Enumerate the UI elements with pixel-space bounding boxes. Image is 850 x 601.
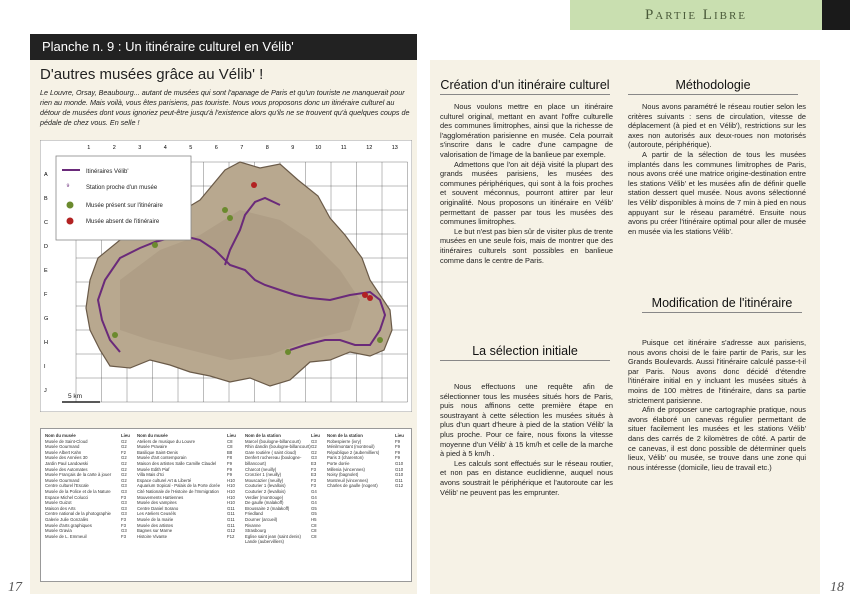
legend-station-icon: ⁹ bbox=[66, 182, 70, 191]
map-row-label: I bbox=[44, 364, 46, 370]
table-cell: H5 bbox=[311, 516, 317, 522]
table-cell: G3 bbox=[121, 505, 127, 511]
table-cell: Millenia (vincennes) bbox=[327, 466, 365, 472]
table-cell: Robespierre (ivry) bbox=[327, 438, 362, 444]
museum-present-marker bbox=[285, 349, 291, 355]
table-cell: Musée Gravia bbox=[45, 528, 72, 534]
table-cell: Maison des Arts bbox=[45, 505, 76, 511]
paragraph: Admettons que l'on ait déjà visité la plupart des grands musées parisiens, les musées des communes périphériques, qui sont à la fois proches et souvent méconnus, pourront attirer par leur originalité. Nous proposons un itinéraire en Vélib' permettant de passer par tous les musées des communes limitrophes. bbox=[440, 159, 613, 227]
table-cell: Musée d'arts graphiques bbox=[45, 522, 92, 528]
table-cell: H10 bbox=[227, 477, 235, 483]
table-cell: Musée des artistes bbox=[137, 522, 174, 528]
table-cell: Marcel (boulogne-billancourt) bbox=[245, 438, 301, 444]
table-cell: Musée de L. Emmeuil bbox=[45, 533, 87, 539]
table-cell: Dourner (arcueil) bbox=[245, 516, 278, 522]
table-col-station-1: Nom de la station Marcel (boulogne-billancourt) Rhin dandin (boulogne-billancourt) Gare routière ( saint cloud) Denfert rochereau (boulogne-billancourt) Charcot (neuilly) Cronzier 1 (neuilly) Mouscazier (neuilly) Couturier 1 (levallois) Couturier 2 (levallois) Verdier (montrouge) De gaulle (malakoff) Broussaire 2 (malakoff) Friedland Dourner (arcueil) Rivanne Strasbourg Eglise saint jean (saint denis) Lande (aubervilliers) bbox=[245, 433, 315, 545]
modification-body bbox=[628, 338, 806, 472]
table-cell: Rhin dandin (boulogne-billancourt) bbox=[245, 444, 311, 450]
table-cell: G11 bbox=[227, 516, 235, 522]
map-col-label: 13 bbox=[391, 145, 398, 151]
table-cell: C8 bbox=[227, 444, 233, 450]
table-cell: F9 bbox=[227, 460, 233, 466]
legend-museum-present-label: Musée présent sur l'itinéraire bbox=[86, 203, 163, 209]
table-cell: Aquarium tropical - Palais de la Porte dorée bbox=[137, 483, 221, 489]
table-cell: G2 bbox=[121, 477, 127, 483]
paragraph: Afin de proposer une cartographie pratique, nous avons élaboré un canevas régulier permettant de situer facilement les musées et les stations Vélib' dans des carrés de 2 kilomètres de côté. A partir de ce canevas, il est donc possible de déterminer quels lieux, Vélib' ou musée, se trouve dans une zone qui nous intéresse (domicile, lieu de travail etc.) bbox=[628, 405, 806, 472]
table-cell: Cité Nationale de l'Histoire de l'Immigration bbox=[137, 488, 219, 494]
museum-station-table bbox=[40, 428, 412, 582]
map-col-label: 8 bbox=[265, 145, 269, 151]
table-cell: Musée d'art contemporain bbox=[137, 455, 187, 461]
table-cell: Basilique Saint-Denis bbox=[137, 449, 178, 455]
table-cell: G12 bbox=[227, 528, 236, 534]
modification-title: Modification de l'itinéraire bbox=[642, 296, 802, 313]
museum-absent-marker bbox=[367, 295, 373, 301]
table-cell: Centre national de la photographie bbox=[45, 511, 111, 517]
map-col-label: 5 bbox=[189, 145, 193, 151]
table-cell: G4 bbox=[311, 500, 317, 506]
table-cell: Espace Michel Colucci bbox=[45, 494, 89, 500]
table-cell: G4 bbox=[311, 494, 317, 500]
table-cell: République 2 (aubervilliers) bbox=[327, 449, 380, 455]
paragraph: Nous effectuons une requête afin de sélectionner tous les musées situés hors de Paris, puis nous affinons cette première étape en soustrayant à cette sélection les musées situés à plus d'un quart d'heure à pied de la station Vélib' la plus proche. Pour ce faire, nous fixons la vitesse moyenne d'un Vélib' à 15 km/h et celle de la marche à pied à 5 km/h . bbox=[440, 382, 613, 459]
table-cell: G3 bbox=[121, 483, 127, 489]
table-cell: Musée Albert Kahn bbox=[45, 449, 82, 455]
table-cell: Histoire Vivante bbox=[137, 533, 168, 539]
museum-present-marker bbox=[222, 207, 228, 213]
table-cell: Charcot (neuilly) bbox=[245, 466, 277, 472]
table-cell: Musée Gourmand bbox=[45, 444, 80, 450]
page-number-right: 18 bbox=[830, 580, 844, 595]
map-col-label: 9 bbox=[291, 145, 295, 151]
table-cell: G2 bbox=[311, 444, 317, 450]
map-col-label: 4 bbox=[163, 145, 167, 151]
table-cell: C8 bbox=[311, 528, 317, 534]
paragraph: Le but n'est pas bien sûr de visiter plus de trente musées en une seule fois, mais de montrer que des itinéraires culturels sont possibles en banlieue comme dans le centre de Paris. bbox=[440, 226, 613, 265]
table-cell: F3 bbox=[121, 494, 127, 500]
map-row-label: H bbox=[44, 340, 48, 346]
table-cell: F9 bbox=[227, 466, 233, 472]
table-cell: Villa Mais d'Ici bbox=[137, 472, 165, 478]
section-label: Partie Libre bbox=[570, 0, 822, 30]
table-cell: Musée de la Police et de la Nature bbox=[45, 488, 111, 494]
page-number-left: 17 bbox=[8, 580, 22, 595]
table-cell: Musée des Automates bbox=[45, 466, 88, 472]
museum-present-marker bbox=[377, 337, 383, 343]
museum-present-marker bbox=[227, 215, 233, 221]
table-cell: Musée de la mairie bbox=[137, 516, 174, 522]
table-cell: Noisy (bagnolet) bbox=[327, 472, 359, 478]
paragraph: Nous voulons mettre en place un itinéraire culturel original, mettant en avant l'offre culturelle des communes limitrophes, ainsi que la richesse de l'agglomération parisienne en musée. Cela pourrait s'inscrire dans le cadre d'une campagne de valorisation de l'image de la banlieue par exemple. bbox=[440, 102, 613, 159]
table-cell: Ménilmontant (montreuil) bbox=[327, 444, 375, 450]
map-col-label: 7 bbox=[240, 145, 244, 151]
table-cell: F9 bbox=[395, 455, 401, 461]
table-col-museum-1: Nom du musée Musée de Saint-Cloud Musée Gourmand Musée Albert Kahn Musée des Années 30 Jardin Paul Landowski Musée des Automates Musée Français de la carte à jouer Musée Gourmand Centre culturel l'Escale Musée de la Police et de la Nature Espace Michel Colucci Musée Guizot Maison des Arts Centre national de la photographie Galerie Julie Gonzalès Musée d'arts graphiques Musée Gravia Musée de L. Emmeuil bbox=[45, 433, 123, 539]
methodologie-title: Méthodologie bbox=[628, 78, 798, 95]
table-cell: De gaulle (malakoff) bbox=[245, 500, 284, 506]
map-col-label: 1 bbox=[87, 145, 91, 151]
table-cell: Les Ateliers Ceuséls bbox=[137, 511, 176, 517]
table-cell: Denfert rochereau (boulogne-billancourt) bbox=[245, 455, 302, 466]
table-cell: F3 bbox=[121, 516, 127, 522]
table-col-station-2: Nom de la station Robespierre (ivry) Ménilmontant (montreuil) République 2 (aubervilliers) Paris 3 (charenton) Porte dorée Millenia (vincennes) Noisy (bagnolet) Montreuil (vincennes) Charles de gaulle (nogent) bbox=[327, 433, 397, 489]
map-row-label: G bbox=[44, 316, 49, 322]
table-cell: H10 bbox=[227, 488, 235, 494]
table-cell: G2 bbox=[121, 460, 127, 466]
table-cell: F9 bbox=[395, 438, 401, 444]
legend-museum-present-icon bbox=[67, 202, 74, 209]
table-cell: G11 bbox=[227, 505, 235, 511]
table-cell: H10 bbox=[227, 500, 235, 506]
table-cell: B8 bbox=[227, 449, 233, 455]
table-cell: Strasbourg bbox=[245, 528, 267, 534]
table-cell: Verdier (montrouge) bbox=[245, 494, 284, 500]
legend-route-label: Itinéraires Vélib' bbox=[86, 169, 129, 175]
paragraph: Puisque cet itinéraire s'adresse aux parisiens, nous avons choisi de le faire partir de Paris, sur les Grands Boulevards. Aussi l'itinéraire calculé passe-t-il par Paris. Nous avons donc décidé d'étendre l'itinéraire initial en y incluant les musées situés à moins de 100 mètres de l'itinéraire, dans sa partie strictement parisienne. bbox=[628, 338, 806, 405]
table-cell: Musée des Années 30 bbox=[45, 455, 88, 461]
table-cell: G2 bbox=[121, 455, 127, 461]
map-row-label: J bbox=[44, 388, 47, 394]
table-cell: Mouscazier (neuilly) bbox=[245, 477, 284, 483]
table-cell: G10 bbox=[395, 466, 404, 472]
table-cell: G3 bbox=[311, 455, 317, 461]
creation-body bbox=[440, 102, 613, 265]
table-cell: Musée Edith Piaf bbox=[137, 466, 170, 472]
table-cell: Galerie Julie Gonzalès bbox=[45, 516, 89, 522]
table-cell: Espace culturel Art & Liberté bbox=[137, 477, 192, 483]
table-cell: Charles de gaulle (nogent) bbox=[327, 483, 378, 489]
table-col-museum-2: Nom du musée Ateliers de musique du Louvre Musée Pravaire Basilique Saint-Denis Musée d'art contemporain Maison des artistes Salle Camille Claudel Musée Edith Piaf Villa Mais d'Ici Espace culturel Art & Liberté Aquarium tropical - Palais de la Porte dorée Cité Nationale de l'Histoire de l'Immigration Mouvements Haïtiennes Musée des vampires Centre Daniel Sorano Les Ateliers Ceuséls Musée de la mairie Musée des artistes Bagnes sur Marne Histoire Vivante bbox=[137, 433, 225, 539]
table-col-lieu-3: Lieu G3 G2 G2 G3 E3 F3 E3 F3 F3 G4 G4 G4 G5 G5 H5 C8 C8 C8 bbox=[311, 433, 323, 539]
table-cell: Lande (aubervilliers) bbox=[245, 539, 284, 545]
selection-body bbox=[440, 382, 613, 497]
table-cell: Friedland bbox=[245, 511, 263, 517]
table-cell: G2 bbox=[121, 472, 127, 478]
table-cell: G5 bbox=[311, 505, 317, 511]
table-cell: E3 bbox=[311, 472, 317, 478]
table-cell: Musée Gourmand bbox=[45, 477, 80, 483]
table-col-lieu-2: Lieu C8 C8 B8 F8 F9 F9 F9 H10 H10 H10 H10 H10 G11 G11 G11 G11 G12 F12 bbox=[227, 433, 239, 539]
table-cell: G11 bbox=[227, 522, 235, 528]
table-cell: G11 bbox=[395, 477, 403, 483]
table-cell: Paris 3 (charenton) bbox=[327, 455, 364, 461]
map-row-label: C bbox=[44, 220, 48, 226]
table-cell: G2 bbox=[311, 449, 317, 455]
table-cell: F9 bbox=[395, 444, 401, 450]
museum-absent-marker bbox=[362, 292, 368, 298]
map-col-label: 10 bbox=[315, 145, 322, 151]
table-cell: Gare routière ( saint cloud) bbox=[245, 449, 297, 455]
table-cell: F3 bbox=[121, 533, 127, 539]
paragraph: Les calculs sont effectués sur le réseau routier, et non pas en distance euclidienne, auquel nous avons soustrait le périphérique et l'autoroute car les Vélib' ne peuvent pas les emprunter. bbox=[440, 458, 613, 497]
legend-museum-absent-icon bbox=[67, 218, 74, 225]
table-col-lieu-1: Lieu G2 G2 F2 G2 G2 G2 G2 G2 G3 G3 F3 G3 G3 G3 F3 F3 G3 F3 bbox=[121, 433, 133, 539]
table-cell: G5 bbox=[311, 511, 317, 517]
table-cell: G3 bbox=[121, 528, 127, 534]
table-cell: F2 bbox=[121, 449, 127, 455]
table-cell: Ateliers de musique du Louvre bbox=[137, 438, 196, 444]
table-cell: G2 bbox=[121, 466, 127, 472]
table-cell: F12 bbox=[227, 533, 235, 539]
scale-label: 5 km bbox=[68, 393, 83, 400]
plate-title: Planche n. 9 : Un itinéraire culturel en Vélib' bbox=[30, 34, 417, 60]
table-cell: G2 bbox=[121, 438, 127, 444]
table-cell: Porte dorée bbox=[327, 460, 350, 466]
table-cell: E3 bbox=[311, 460, 317, 466]
paragraph: Nous avons paramétré le réseau routier selon les critères suivants : sens de circulation, vitesse de déplacement (à pied et en Vélib'), restrictions sur les axes non autorisés aux deux-roues non motorisés (autoroute, périphérique). bbox=[628, 102, 806, 150]
table-cell: Cronzier 1 (neuilly) bbox=[245, 472, 282, 478]
table-cell: Centre Daniel Sorano bbox=[137, 505, 179, 511]
table-cell: Montreuil (vincennes) bbox=[327, 477, 369, 483]
table-cell: G2 bbox=[121, 444, 127, 450]
methodologie-body bbox=[628, 102, 806, 236]
table-cell: C8 bbox=[227, 438, 233, 444]
table-cell: G3 bbox=[121, 488, 127, 494]
table-cell: G10 bbox=[395, 472, 404, 478]
table-cell: Maison des artistes Salle Camille Claudel bbox=[137, 460, 217, 466]
map-col-label: 11 bbox=[340, 145, 347, 151]
legend-museum-absent-label: Musée absent de l'itinéraire bbox=[86, 219, 160, 225]
table-cell: F3 bbox=[311, 477, 317, 483]
table-cell: Musée Pravaire bbox=[137, 444, 168, 450]
table-cell: F9 bbox=[395, 449, 401, 455]
section-label-tab bbox=[822, 0, 850, 30]
map-col-label: 2 bbox=[112, 145, 116, 151]
map-row-label: E bbox=[44, 268, 48, 274]
table-cell: F9 bbox=[227, 472, 233, 478]
paragraph: A partir de la sélection de tous les musées implantés dans les communes limitrophes de Paris, nous avons créé une matrice origine-destination entre les stations Vélib' et les musées afin de définir quelle station dessert quel musée. Nous avons sélectionné les Vélib' disponibles à moins de 7 min à pied en nous appuyant sur le réseau paramétré. Ensuite nous avons pu créer l'itinéraire optimal pour aller de musée en musée via les stations Vélib'. bbox=[628, 149, 806, 236]
table-cell: G11 bbox=[227, 511, 235, 517]
museum-present-marker bbox=[112, 332, 118, 338]
table-cell: G3 bbox=[121, 500, 127, 506]
map-col-label: 3 bbox=[138, 145, 142, 151]
table-cell: Jardin Paul Landowski bbox=[45, 460, 88, 466]
table-cell: C8 bbox=[311, 522, 317, 528]
map-col-label: 6 bbox=[214, 145, 218, 151]
table-cell: G10 bbox=[395, 460, 404, 466]
table-cell: Rivanne bbox=[245, 522, 261, 528]
table-cell: F3 bbox=[121, 522, 127, 528]
table-cell: Mouvements Haïtiennes bbox=[137, 494, 184, 500]
legend-station-label: Station proche d'un musée bbox=[86, 185, 158, 191]
selection-title: La sélection initiale bbox=[440, 344, 610, 361]
table-cell: Musée Français de la carte à jouer bbox=[45, 472, 112, 478]
table-cell: H10 bbox=[227, 494, 235, 500]
table-col-lieu-4: Lieu F9 F9 F9 F9 G10 G10 G10 G11 G12 bbox=[395, 433, 409, 489]
table-cell: G4 bbox=[311, 488, 317, 494]
table-cell: G3 bbox=[311, 438, 317, 444]
creation-title: Création d'un itinéraire culturel bbox=[440, 78, 610, 95]
table-cell: F3 bbox=[311, 466, 317, 472]
table-cell: H10 bbox=[227, 483, 235, 489]
map bbox=[40, 140, 412, 412]
museum-present-marker bbox=[152, 242, 158, 248]
table-cell: F8 bbox=[227, 455, 233, 461]
table-cell: Musée des vampires bbox=[137, 500, 177, 506]
table-cell: G3 bbox=[121, 511, 127, 517]
table-cell: F3 bbox=[311, 483, 317, 489]
map-row-label: B bbox=[44, 196, 48, 202]
left-title: D'autres musées grâce au Vélib' ! bbox=[40, 66, 264, 83]
table-cell: Bagnes sur Marne bbox=[137, 528, 173, 534]
table-cell: Centre culturel l'Escale bbox=[45, 483, 89, 489]
table-cell: Broussaire 2 (malakoff) bbox=[245, 505, 290, 511]
table-cell: Musée Guizot bbox=[45, 500, 72, 506]
table-cell: Couturier 2 (levallois) bbox=[245, 488, 286, 494]
intro-text: Le Louvre, Orsay, Beaubourg... autant de musées qui sont l'apanage de Paris et qu'un touriste ne manquerait pour rien au monde. Mais voilà, vous êtes parisiens, pas touriste. Nous vous proposons donc un itinéraire culturel au détour de musées dont vous ignoriez peut-être jusqu'à l'existence alors qu'ils ne se trouvent qu'à quelques coups de pédale de chez vous. En selle ! bbox=[40, 88, 410, 127]
table-cell: Eglise saint jean (saint denis) bbox=[245, 533, 301, 539]
table-cell: Couturier 1 (levallois) bbox=[245, 483, 286, 489]
map-row-label: A bbox=[44, 172, 48, 178]
table-cell: C8 bbox=[311, 533, 317, 539]
map-col-label: 12 bbox=[366, 145, 373, 151]
map-row-label: D bbox=[44, 244, 48, 250]
table-cell: Musée de Saint-Cloud bbox=[45, 438, 88, 444]
table-cell: G12 bbox=[395, 483, 404, 489]
museum-absent-marker bbox=[251, 182, 257, 188]
map-row-label: F bbox=[44, 292, 48, 298]
